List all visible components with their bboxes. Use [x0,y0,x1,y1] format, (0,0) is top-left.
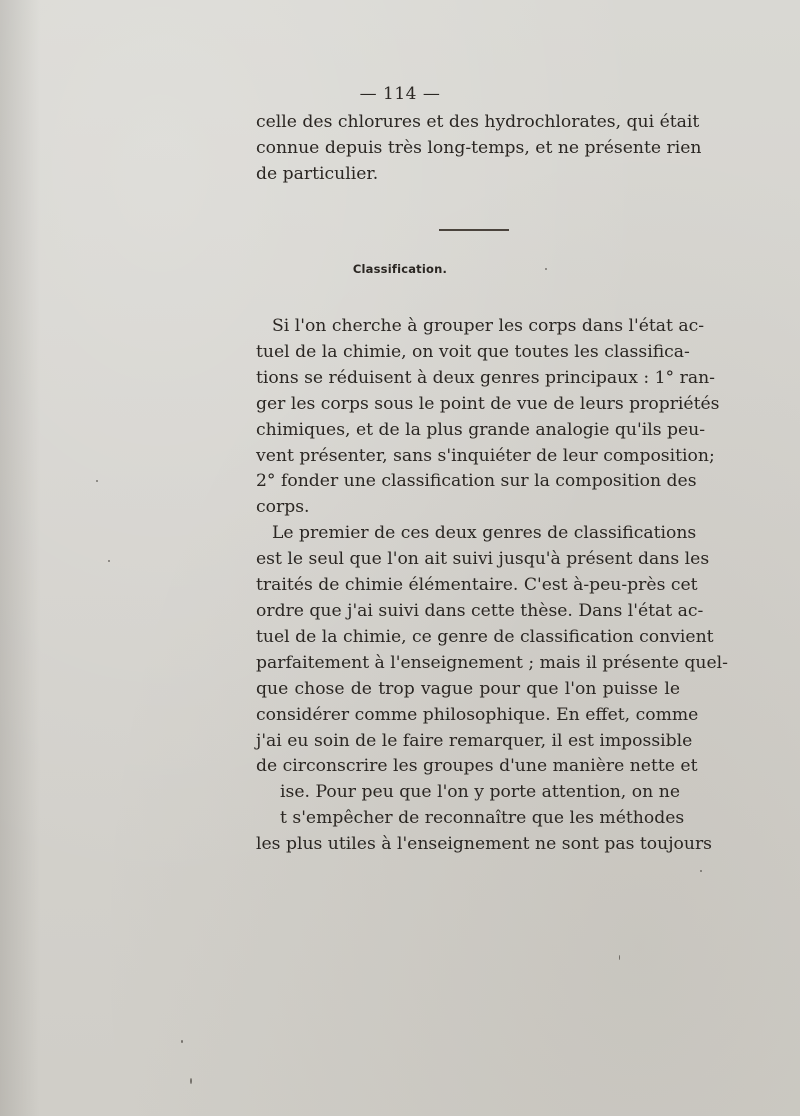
text-line: tuel de la chimie, ce genre de classification convient [256,626,714,647]
text-line: que chose de trop vague pour que l'on puisse le [256,678,680,699]
text-line: Le premier de ces deux genres de classifications [272,523,697,544]
paper-speck [108,560,110,562]
section-title: Classification. [352,262,448,276]
text-line: tuel de la chimie, on voit que toutes les classifica- [256,341,690,362]
paper-speck [190,1078,192,1084]
text-line: corps. [256,497,310,518]
paper-speck [700,870,702,872]
text-line: ger les corps sous le point de vue de leurs propriétés [256,393,720,414]
text-line: de particulier. [256,163,379,184]
text-line: les plus utiles à l'enseignement ne sont pas toujours [256,834,712,855]
text-line: j'ai eu soin de le faire remarquer, il est impossible [256,730,693,751]
text-line: Si l'on cherche à grouper les corps dans l'état ac- [272,316,705,336]
text-line: celle des chlorures et des hydrochlorates, qui était [256,112,700,132]
text-line: t s'empêcher de reconnaître que les méthodes [280,808,685,829]
paper-speck [619,955,620,960]
paper-speck [96,480,98,482]
paper-speck [181,1040,183,1043]
text-line: parfaitement à l'enseignement ; mais il présente quel- [256,652,728,673]
text-line: 2° fonder une classification sur la composition des [256,471,697,492]
page-number: — 114 — [359,84,441,104]
text-line: connue depuis très long-temps, et ne présente rien [256,137,702,158]
text-line: chimiques, et de la plus grande analogie qu'ils peu- [256,419,706,440]
text-line: ordre que j'ai suivi dans cette thèse. Dans l'état ac- [256,600,704,621]
text-line: traités de chimie élémentaire. C'est à-peu-près cet [256,575,698,596]
text-line: vent présenter, sans s'inquiéter de leur composition; [256,445,715,466]
text-line: ise. Pour peu que l'on y porte attention, on ne [280,782,680,803]
top-paragraph [256,110,702,188]
section-divider [439,229,509,231]
paper-speck [545,268,547,270]
text-line: est le seul que l'on ait suivi jusqu'à présent dans les [256,549,710,570]
body-text [256,314,728,858]
text-line: tions se réduisent à deux genres principaux : 1° ran- [256,367,715,388]
text-line: de circonscrire les groupes d'une manière nette et [256,756,698,777]
page-fold-shadow [0,0,40,1116]
text-line: considérer comme philosophique. En effet, comme [256,704,699,725]
